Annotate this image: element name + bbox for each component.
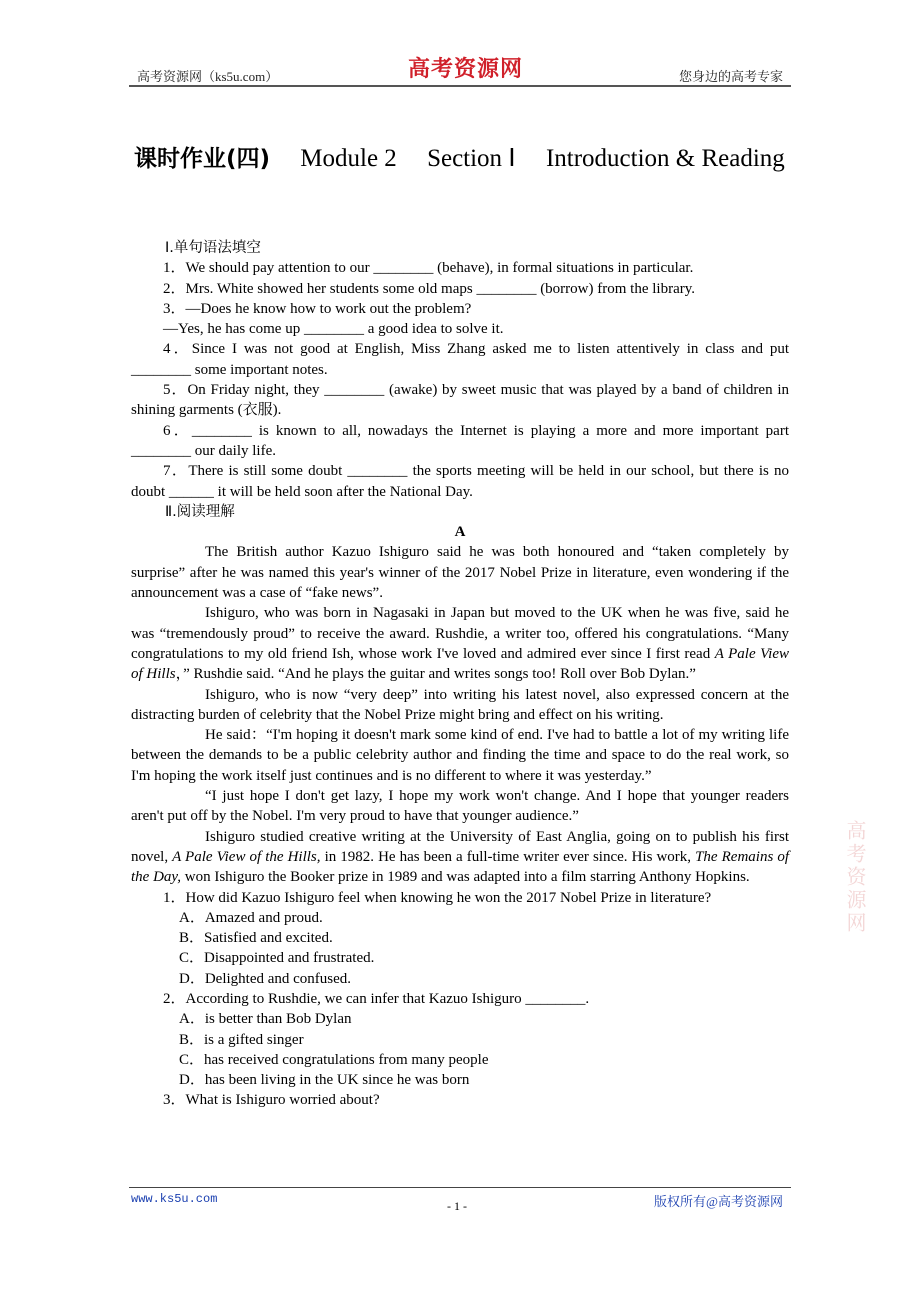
title-module: Module 2	[300, 145, 397, 172]
question: 2．According to Rushdie, we can infer that Kazuo Ishiguro ________.	[163, 990, 590, 1007]
grammar-item: 7．There is still some doubt ________ the sports meeting will be held in our school, but there is no doubt ______ it will be held soon after the National Day.	[131, 463, 789, 500]
header-logo: 高考资源网	[408, 56, 524, 82]
option: A．Amazed and proud.	[179, 909, 323, 926]
passage-paragraph: “I just hope I don't get lazy, I hope my work won't change. And I hope that younger readers aren't put off by the Nobel. I'm very proud to have that younger audience.”	[131, 788, 789, 825]
section-heading-reading: Ⅱ.阅读理解	[165, 503, 235, 520]
paragraph-text: in 1982. He has been a full-time writer ever since. His work,	[320, 848, 696, 865]
paragraph-text: Ishiguro, who was born in Nagasaki in Japan but moved to the UK when he was five, said he was “tremendously proud” to receive the award. Rushdie, a writer too, offered his congratulations. “Many congratulations to my old friend Ish, whose work I've loved and admired ever since I first read	[131, 605, 789, 662]
passage-paragraph	[131, 827, 789, 888]
footer-copyright: 版权所有@高考资源网	[654, 1194, 783, 1209]
grammar-item: 1．We should pay attention to our ________ (behave), in formal situations in particular.	[163, 260, 694, 277]
paragraph-text: won Ishiguro the Booker prize in 1989 and was adapted into a film starring Anthony Hopkins.	[181, 869, 750, 886]
grammar-item: 2．Mrs. White showed her students some old maps ________ (borrow) from the library.	[163, 280, 695, 297]
page-title	[134, 140, 785, 173]
grammar-item: 6．________ is known to all, nowadays the Internet is playing a more and more important part ________ our daily life.	[131, 422, 789, 459]
option: B．Satisfied and excited.	[179, 930, 333, 947]
footer-link[interactable]: www.ks5u.com	[131, 1192, 218, 1206]
header-site-name: 高考资源网（ks5u.com）	[137, 69, 279, 84]
header-slogan: 您身边的高考专家	[678, 69, 783, 84]
option: D．Delighted and confused.	[179, 970, 352, 987]
title-section: Section Ⅰ	[427, 145, 516, 172]
watermark: 高考资源网	[843, 820, 865, 935]
paragraph-text: Ishiguro studied creative writing at the University of East Anglia, going on to publish his first novel,	[131, 828, 789, 865]
document-body	[131, 238, 789, 1111]
passage-paragraph: He said：“I'm hoping it doesn't mark some kind of end. I've had to battle a lot of my writing life between the demands to be a public celebrity author and finding the time and space to do the real work, so I'm hoping the work itself just continues and is no different to where it was yesterday.”	[131, 727, 789, 784]
page-number: - 1 -	[447, 1199, 467, 1213]
book-title: A Pale View of the Hills,	[172, 848, 321, 865]
option: B．is a gifted singer	[179, 1031, 304, 1048]
question: 1．How did Kazuo Ishiguro feel when knowing he won the 2017 Nobel Prize in literature?	[163, 889, 712, 906]
option: C．Disappointed and frustrated.	[179, 950, 375, 967]
grammar-item: 5．On Friday night, they ________ (awake) by sweet music that was played by a band of children in shining garments (衣服).	[131, 382, 789, 419]
grammar-item: 4．Since I was not good at English, Miss Zhang asked me to listen attentively in class and put ________ some important notes.	[131, 341, 789, 378]
grammar-item: 3．—Does he know how to work out the problem?	[163, 300, 472, 317]
title-topic: Introduction & Reading	[545, 145, 785, 172]
passage-paragraph	[131, 603, 789, 684]
footer-divider	[129, 1187, 791, 1188]
option: C．has received congratulations from many people	[179, 1051, 489, 1068]
book-title: The Remains of the Day,	[131, 848, 789, 886]
grammar-item: —Yes, he has come up ________ a good idea to solve it.	[163, 321, 504, 338]
passage-paragraph: The British author Kazuo Ishiguro said he was both honoured and “taken completely by surprise” after he was named this year's winner of the 2017 Nobel Prize in literature, even wondering if the announcement was a case of “fake news”.	[131, 544, 789, 602]
question: 3．What is Ishiguro worried about?	[163, 1092, 380, 1109]
passage-paragraph: Ishiguro, who is now “very deep” into writing his latest novel, also expressed concern at the distracting burden of celebrity that the Nobel Prize might bring and effect on his writing.	[131, 686, 789, 723]
option: D．has been living in the UK since he was born	[179, 1072, 470, 1089]
passage-label: A	[454, 524, 466, 541]
paragraph-text: ，” Rushdie said. “And he plays the guitar and writes songs too! Roll over Bob Dylan.”	[175, 666, 696, 683]
section-heading-grammar: Ⅰ.单句语法填空	[165, 240, 261, 256]
option: A．is better than Bob Dylan	[179, 1011, 352, 1028]
title-cn: 课时作业(四)	[134, 146, 271, 172]
header-divider	[129, 85, 791, 87]
book-title: A Pale View of Hills	[131, 645, 789, 683]
